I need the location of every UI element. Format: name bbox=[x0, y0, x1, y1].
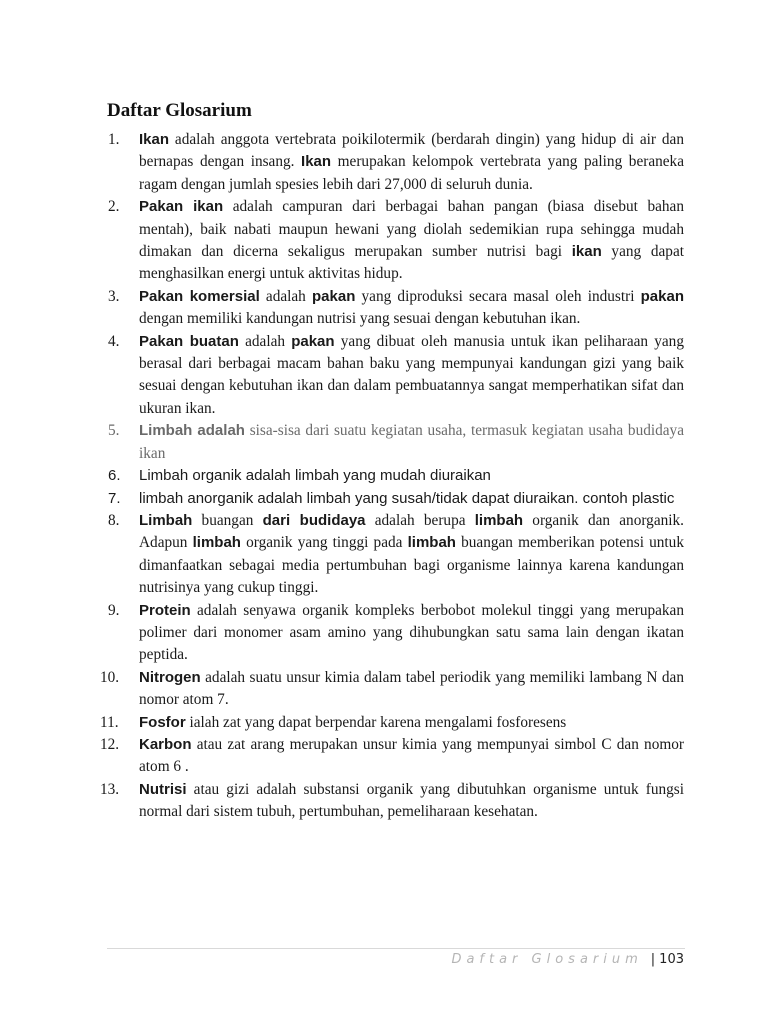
page-title: Daftar Glosarium bbox=[107, 100, 252, 121]
glossary-term: pakan bbox=[291, 332, 335, 350]
entry-number: 8. bbox=[108, 511, 120, 529]
glossary-entry bbox=[108, 331, 684, 421]
glossary-entry bbox=[108, 420, 684, 465]
glossary-term: Nitrogen bbox=[139, 668, 201, 686]
entry-number: 10. bbox=[100, 668, 120, 686]
glossary-term: Pakan komersial bbox=[139, 287, 260, 305]
glossary-definition-text: yang dapat menghasilkan energi untuk aktivitas hidup. bbox=[139, 243, 684, 283]
entry-number: 6. bbox=[108, 467, 121, 485]
glossary-definition-text: adalah senyawa organik kompleks berbobot molekul tinggi yang merupakan polimer dari monomer asam amino yang dihubungkan satu sama lain dengan ikatan peptida. bbox=[139, 601, 684, 664]
glossary-entry bbox=[108, 129, 684, 196]
glossary-term: limbah bbox=[192, 534, 241, 552]
glossary-definition-text: organik yang tinggi pada bbox=[240, 534, 408, 552]
glossary-definition-text: adalah berupa bbox=[365, 511, 475, 529]
glossary-definition-text: Limbah organik adalah limbah yang mudah diuraikan bbox=[139, 467, 491, 485]
entry-number: 13. bbox=[100, 780, 120, 798]
glossary-definition-text: ialah zat yang dapat berpendar karena mengalami fosforesens bbox=[185, 713, 567, 731]
glossary-entry bbox=[108, 286, 684, 331]
glossary-term: limbah bbox=[474, 511, 524, 529]
glossary-entry bbox=[108, 465, 684, 487]
glossary-definition-text: yang diproduksi secara masal oleh industri bbox=[355, 287, 641, 305]
entry-number: 9. bbox=[108, 601, 120, 619]
glossary-entry bbox=[108, 488, 684, 510]
glossary-entry bbox=[100, 734, 684, 779]
glossary-term: Pakan ikan bbox=[139, 198, 224, 216]
entry-number: 11. bbox=[100, 713, 119, 731]
entry-number: 4. bbox=[108, 332, 120, 350]
glossary-term: Protein bbox=[139, 601, 191, 619]
glossary-definition-text: adalah campuran dari berbagai bahan pangan (biasa disebut bahan mentah), baik nabati maupun hewani yang diolah sedemikian rupa sehingga mudah dimakan dan dicerna sekaligus merupakan sumber nutrisi bagi bbox=[139, 198, 684, 261]
glossary-definition-text: merupakan kelompok vertebrata yang paling beraneka ragam dengan jumlah spesies lebih dari 27,000 di seluruh dunia. bbox=[139, 153, 684, 193]
glossary-list bbox=[100, 129, 684, 824]
glossary-definition-text: adalah anggota vertebrata poikilotermik (berdarah dingin) yang hidup di air dan bernapas dengan insang. bbox=[139, 131, 684, 171]
glossary-term: pakan bbox=[640, 287, 684, 305]
glossary-term: Ikan bbox=[301, 153, 332, 171]
glossary-definition-text: adalah bbox=[238, 332, 292, 350]
glossary-term: Nutrisi bbox=[139, 780, 187, 798]
entry-number: 2. bbox=[108, 198, 120, 216]
glossary-definition-text: adalah bbox=[259, 287, 312, 305]
footer-divider bbox=[107, 948, 685, 949]
glossary-term: pakan bbox=[312, 287, 356, 305]
glossary-term: Fosfor bbox=[139, 713, 186, 731]
glossary-term: Ikan bbox=[139, 131, 170, 148]
glossary-definition-text: dengan memiliki kandungan nutrisi yang sesuai dengan kebutuhan ikan. bbox=[139, 310, 581, 328]
glossary-term: Karbon bbox=[139, 735, 192, 753]
entry-number: 5. bbox=[108, 422, 120, 440]
glossary-definition-text: atau zat arang merupakan unsur kimia yang mempunyai simbol C dan nomor atom 6 . bbox=[139, 735, 684, 776]
glossary-definition-text: limbah anorganik adalah limbah yang susah/tidak dapat diuraikan. contoh plastic bbox=[139, 489, 675, 507]
glossary-definition-text: adalah suatu unsur kimia dalam tabel periodik yang memiliki lambang N dan nomor atom 7. bbox=[139, 668, 684, 709]
glossary-entry bbox=[108, 510, 684, 600]
glossary-entry bbox=[100, 779, 684, 824]
entry-number: 1. bbox=[108, 131, 120, 148]
glossary-term: limbah bbox=[407, 534, 456, 552]
glossary-definition-text: atau gizi adalah substansi organik yang dibutuhkan organisme untuk fungsi normal dari sistem tubuh, pertumbuhan, pemeliharaan kesehatan. bbox=[139, 780, 684, 821]
footer-title: Daftar Glosarium bbox=[451, 952, 643, 967]
glossary-definition-text: sisa-sisa dari suatu kegiatan usaha, termasuk kegiatan usaha budidaya ikan bbox=[139, 422, 684, 462]
glossary-term: Pakan buatan bbox=[139, 332, 239, 350]
entry-number: 3. bbox=[108, 287, 120, 305]
entry-number: 12. bbox=[100, 735, 120, 753]
glossary-entry bbox=[108, 196, 684, 286]
glossary-term: dari budidaya bbox=[262, 511, 366, 529]
footer-separator: | bbox=[650, 952, 656, 967]
glossary-term: Limbah adalah bbox=[139, 422, 245, 440]
glossary-definition-text: buangan bbox=[192, 511, 263, 529]
glossary-term: ikan bbox=[571, 243, 602, 261]
glossary-definition-text: buangan memberikan potensi untuk dimanfaatkan sebagai media pertumbuhan bagi organisme lainnya karena kandungan nutrisinya yang cukup tinggi. bbox=[139, 534, 684, 597]
glossary-term: Limbah bbox=[139, 511, 193, 529]
page-number: 103 bbox=[659, 952, 684, 967]
glossary-definition-text: yang dibuat oleh manusia untuk ikan peliharaan yang berasal dari berbagai macam bahan baku yang mempunyai kandungan gizi yang baik sesuai dengan kebutuhan ikan dan dalam pembuatannya sangat memperhatikan sifat dan ukuran ikan. bbox=[139, 332, 684, 417]
glossary-entry bbox=[100, 667, 684, 712]
glossary-definition-text: organik dan anorganik. Adapun bbox=[139, 511, 684, 552]
entry-number: 7. bbox=[108, 489, 121, 507]
glossary-entry bbox=[108, 600, 684, 667]
glossary-entry bbox=[100, 712, 684, 734]
page-footer bbox=[451, 952, 684, 967]
